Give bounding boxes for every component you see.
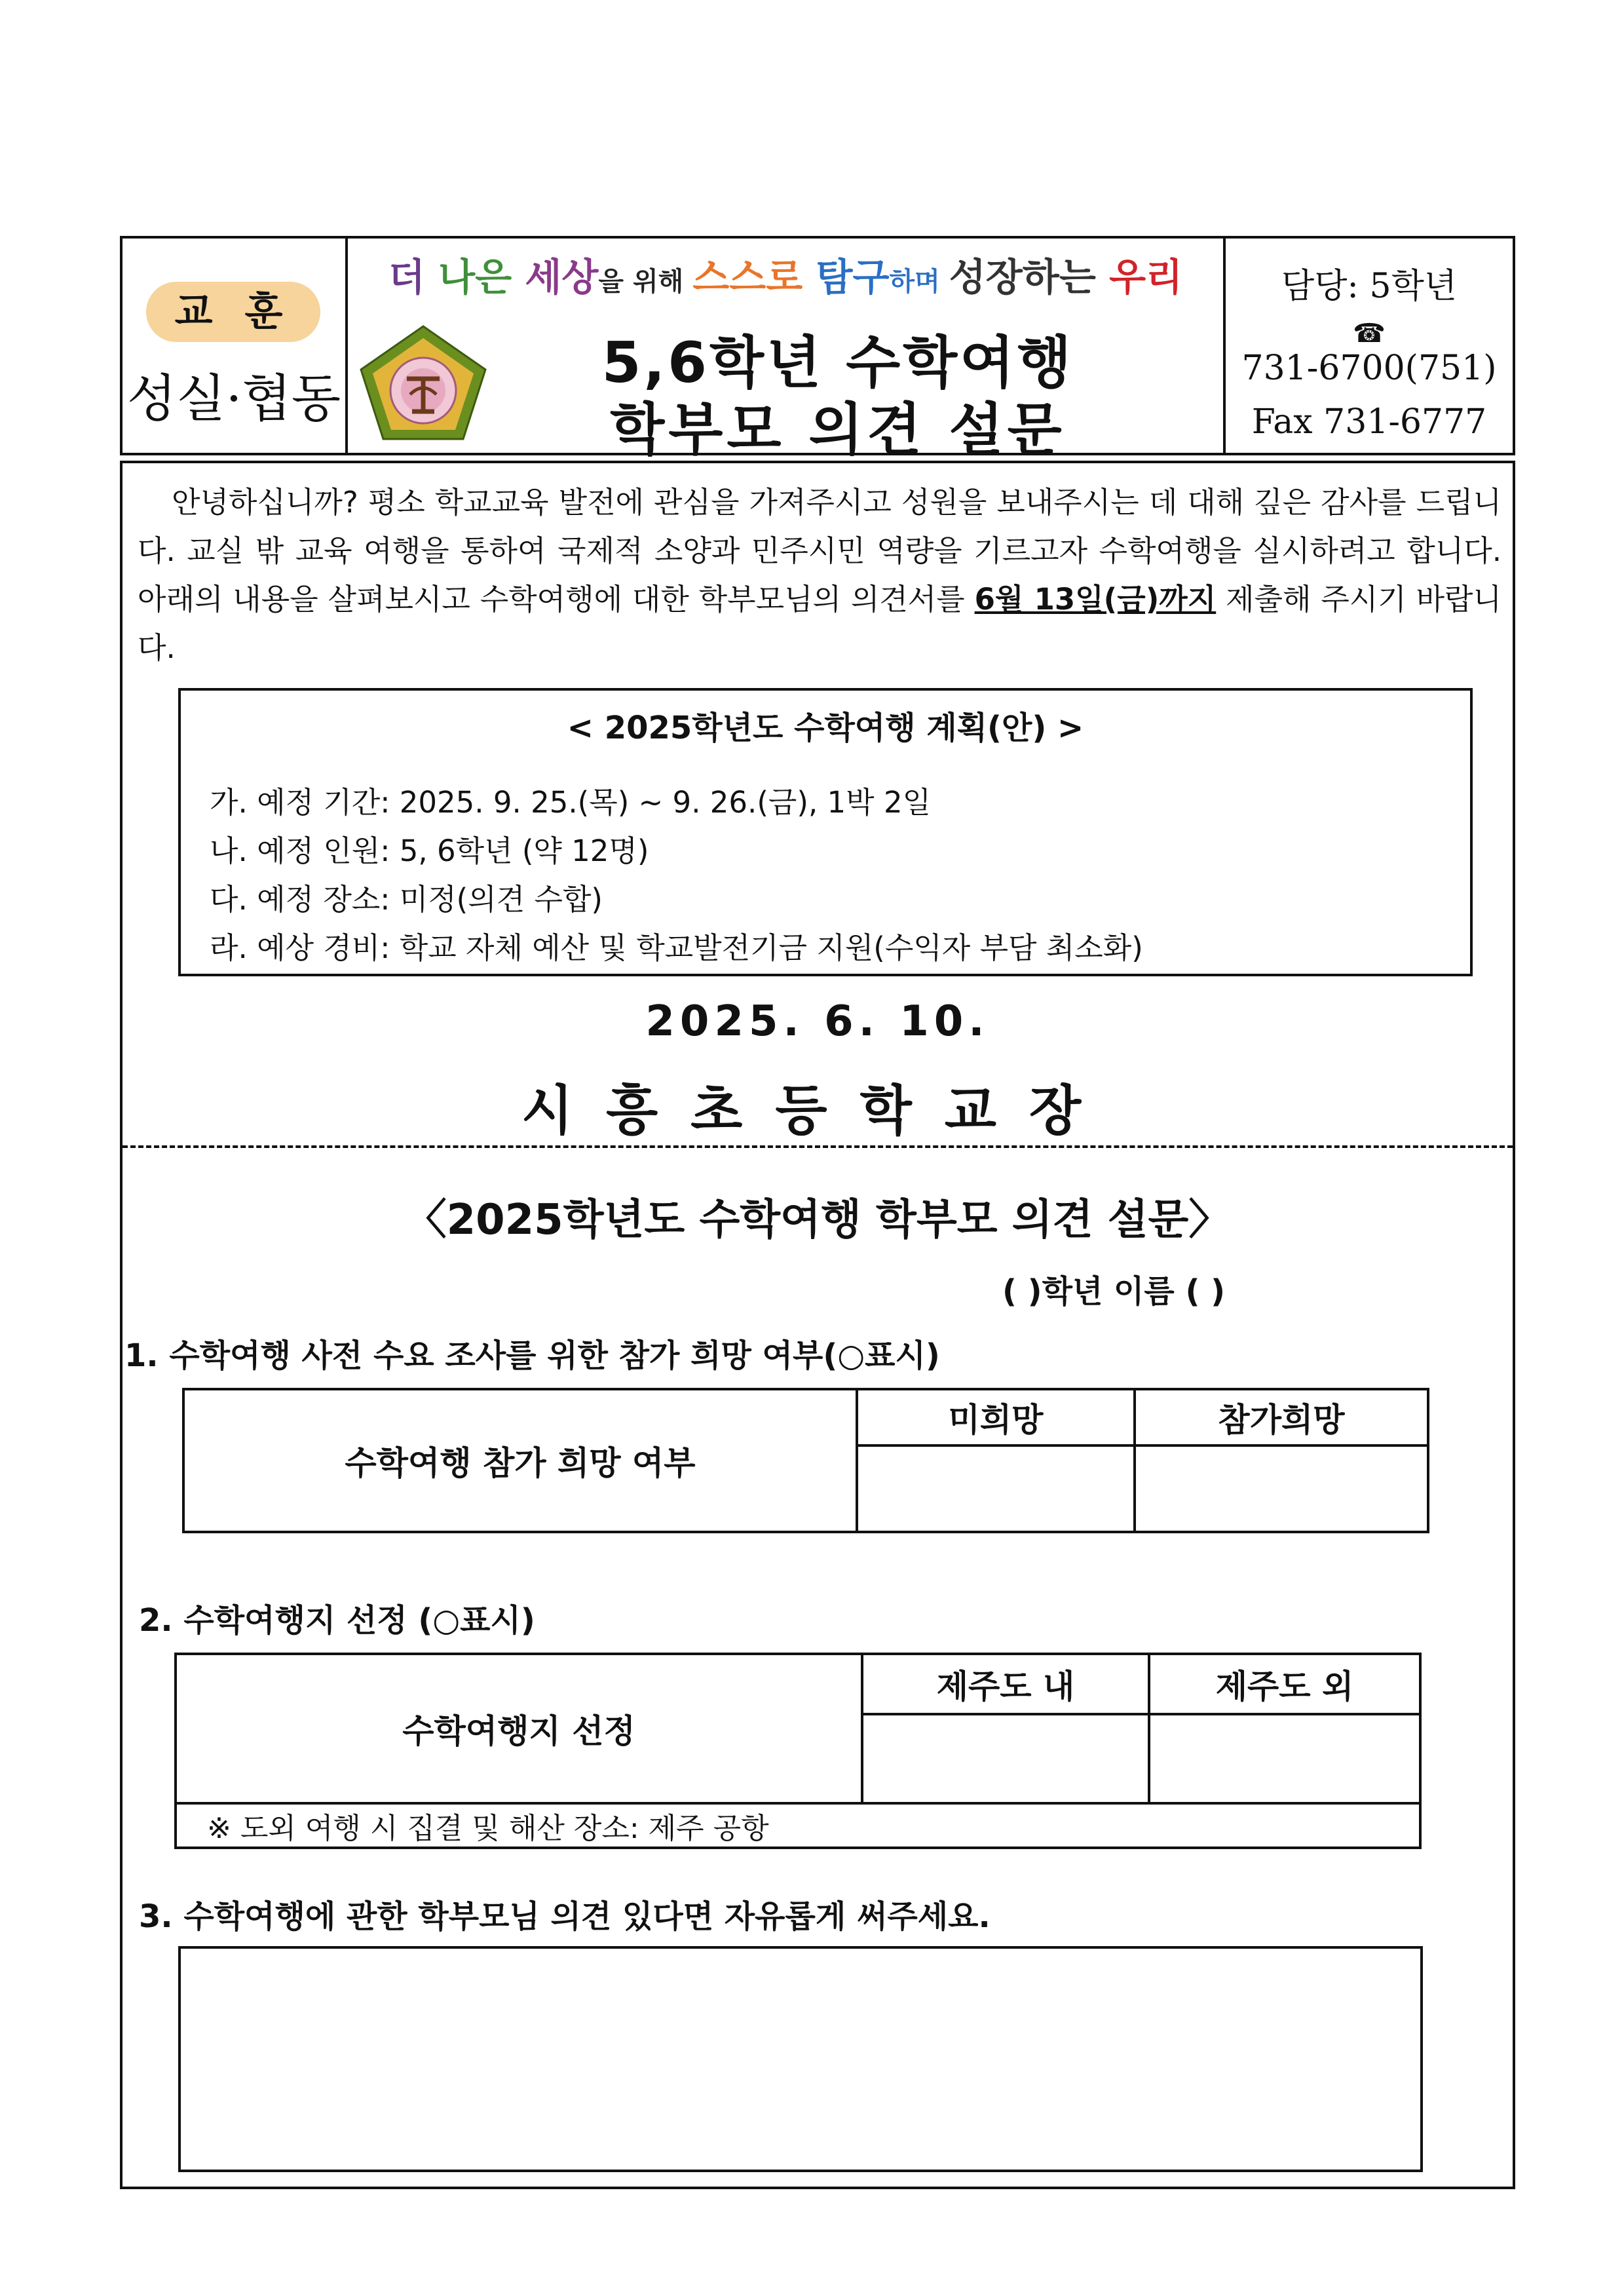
plan-title: < 2025학년도 수학여행 계획(안) > [567, 710, 1084, 746]
question-1-table [182, 1388, 1429, 1533]
motto-cell [123, 239, 348, 453]
intro-text-before: 안녕하십니까? 평소 학교교육 발전에 관심을 가져주시고 성원을 보내주시는 데 대해 깊은 감사를 드립니다. 교실 밖 교육 여행을 통하여 국제적 소양과 민주시민 역량을 기르고자 수학여행을 실시하려고 합니다. 아래의 내용을 살펴보시고 수학여행에 대한 학부모님의 의견서를 [138, 485, 1501, 617]
plan-item-people: 나. 예정 인원: 5, 6학년 (약 12명) [210, 833, 649, 868]
principal-signature: 시흥초등학교장 [521, 1080, 1114, 1142]
question-1-label: 1. 수학여행 사전 수요 조사를 위한 참가 희망 여부(○표시) [124, 1337, 940, 1374]
question-2-table [174, 1653, 1422, 1849]
q1-option-yes: 참가희망 [1135, 1389, 1428, 1445]
vision-segment: 나은 [438, 255, 525, 299]
vision-segment: 탐구 [816, 255, 890, 299]
vision-segment: 우리 [1109, 255, 1183, 299]
phone-number: 731-6700(751) [1241, 349, 1497, 388]
vision-segment: 을 위해 [598, 267, 693, 297]
question-3-label: 3. 수학여행에 관한 학부모님 의견 있다면 자유롭게 써주세요. [139, 1898, 991, 1935]
motto-text: 성실·협동 [126, 370, 341, 429]
deadline: 6월 13일(금)까지 [974, 582, 1217, 617]
vision-segment: 스스로 [692, 255, 816, 299]
question-2-label: 2. 수학여행지 선정 (○표시) [139, 1602, 535, 1639]
page-title-line1: 5,6학년 수학여행 [601, 330, 1074, 396]
vision-segment: 세상 [525, 255, 599, 299]
plan-item-cost: 라. 예상 경비: 학교 자체 예산 및 학교발전기금 지원(수익자 부담 최소화) [210, 930, 1143, 965]
q1-row-label: 수학여행 참가 희망 여부 [183, 1389, 857, 1532]
q2-option-inside: 제주도 내 [862, 1654, 1149, 1714]
fax-number: Fax 731-6777 [1251, 402, 1487, 442]
header-table [120, 236, 1515, 463]
page-title-line2: 학부모 의견 설문 [610, 397, 1066, 463]
vision-segment: 더 [388, 255, 439, 299]
opinion-textbox[interactable] [178, 1946, 1423, 2172]
school-vision [348, 246, 1223, 301]
vision-segment: 하며 [889, 267, 949, 297]
plan-item-period: 가. 예정 기간: 2025. 9. 25.(목) ~ 9. 26.(금), 1박 2일 [210, 785, 932, 820]
cut-line [123, 1145, 1513, 1148]
title-cell [348, 239, 1226, 463]
vision-segment: 성장하는 [949, 255, 1110, 299]
intro-text-after: 제출해 주시기 바랍니다. [138, 582, 1501, 665]
survey-title: 〈2025학년도 수학여행 학부모 의견 설문〉 [404, 1196, 1231, 1244]
q2-row-label: 수학여행지 선정 [176, 1654, 862, 1803]
intro-paragraph [138, 478, 1501, 672]
document-date: 2025. 6. 10. [645, 997, 990, 1046]
q1-answer-no[interactable] [857, 1445, 1135, 1532]
q2-answer-inside[interactable] [862, 1714, 1149, 1803]
q1-answer-yes[interactable] [1135, 1445, 1428, 1532]
q2-option-outside: 제주도 외 [1149, 1654, 1420, 1714]
grade-name-line: ( )학년 이름 ( ) [1002, 1273, 1226, 1310]
q2-answer-outside[interactable] [1149, 1714, 1420, 1803]
q1-option-no: 미희망 [857, 1389, 1135, 1445]
plan-item-place: 다. 예정 장소: 미정(의견 수합) [210, 882, 603, 917]
motto-label: 교 훈 [146, 282, 320, 342]
q2-note: ※ 도외 여행 시 집결 및 해산 장소: 제주 공항 [176, 1803, 1420, 1848]
contact-cell [1226, 239, 1513, 453]
telephone-icon: ☎ [1353, 318, 1386, 349]
contact-person: 담당: 5학년 [1281, 267, 1458, 306]
